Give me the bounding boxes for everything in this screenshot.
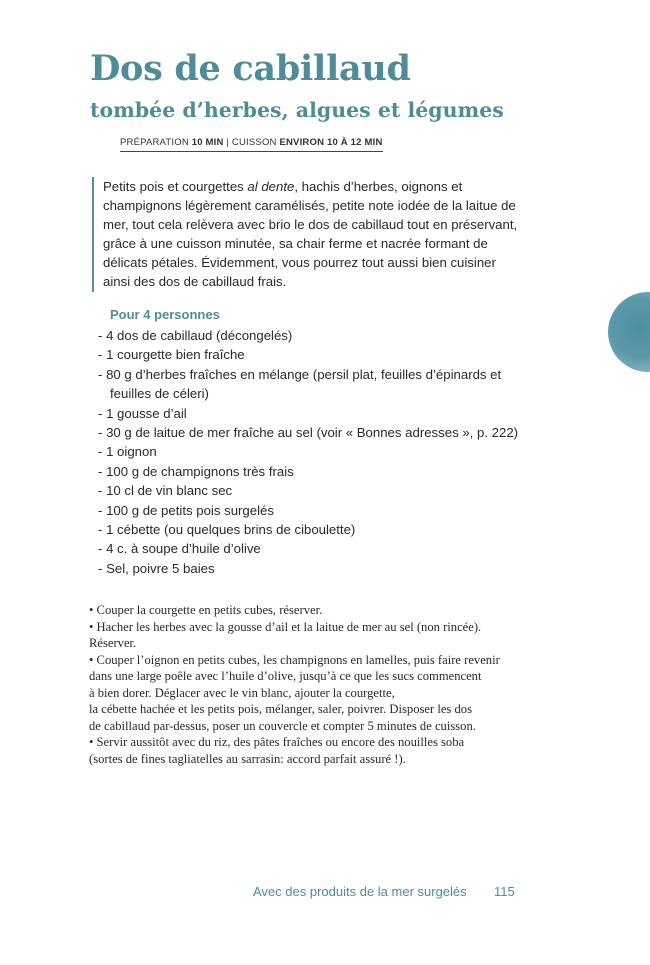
intro-line: mer, tout cela relèvera avec brio le dos de cabillaud tout en préservant, (103, 217, 518, 233)
step-line: • Couper la courgette en petits cubes, réserver. (89, 603, 323, 617)
recipe-title: Dos de cabillaud (90, 48, 411, 89)
preparation-steps (89, 602, 569, 767)
step-line: • Servir aussitôt avec du riz, des pâtes fraîches ou encore des nouilles soba (89, 735, 465, 749)
cook-value: ENVIRON 10 À 12 MIN (279, 137, 383, 148)
ingredient-item: - 80 g d’herbes fraîches en mélange (persil plat, feuilles d’épinards et feuilles de céleri) (98, 365, 540, 404)
cook-label: CUISSON (231, 137, 277, 148)
step-line: (sortes de fines tagliatelles au sarrasin: accord parfait assuré !). (89, 751, 406, 766)
step-line: dans une large poêle avec l’huile d’olive, jusqu’à ce que les sucs commencent (89, 669, 482, 683)
intro-line: ainsi des dos de cabillaud frais. (103, 274, 287, 290)
ingredient-item: - 1 gousse d’ail (98, 404, 540, 423)
prep-value: 10 MIN (191, 137, 224, 148)
servings-heading: Pour 4 personnes (110, 307, 220, 322)
step-line: • Couper l’oignon en petits cubes, les champignons en lamelles, puis faire revenir (89, 652, 500, 667)
step-line: la cébette hachée et les petits pois, mélanger, saler, poivrer. Disposer les dos (89, 702, 472, 716)
intro-paragraph (92, 177, 573, 292)
prep-label: PRÉPARATION (120, 137, 189, 148)
ingredient-item: - 1 courgette bien fraîche (98, 345, 540, 364)
intro-line: champignons légèrement caramélisés, petite note iodée de la laitue de (103, 198, 516, 214)
step-line: Réserver. (89, 636, 137, 650)
ingredient-item: - 1 cébette (ou quelques brins de ciboulette) (98, 520, 540, 539)
chapter-tab-marker (608, 292, 650, 372)
step-line: de cabillaud par-dessus, poser un couvercle et compter 5 minutes de cuisson. (89, 718, 476, 733)
intro-line: Petits pois et courgettes al dente, hachis d’herbes, oignons et (103, 179, 463, 194)
ingredient-item: - 30 g de laitue de mer fraîche au sel (voir « Bonnes adresses », p. 222) (98, 423, 540, 442)
step-line: • Hacher les herbes avec la gousse d’ail et la laitue de mer au sel (non rincée). (89, 619, 482, 634)
ingredient-item: - Sel, poivre 5 baies (98, 559, 540, 578)
page-number: 115 (494, 884, 515, 899)
ingredient-list (98, 326, 540, 578)
ingredient-item: - 100 g de champignons très frais (98, 462, 540, 481)
footer-section-title: Avec des produits de la mer surgelés (253, 884, 467, 899)
step-line: à bien dorer. Déglacer avec le vin blanc, ajouter la courgette, (89, 685, 395, 700)
intro-line: grâce à une cuisson minutée, sa chair ferme et nacrée formant de (103, 236, 488, 252)
intro-line: délicats pétales. Évidemment, vous pourrez tout aussi bien cuisiner (103, 255, 496, 271)
timing-info (120, 137, 383, 152)
ingredient-item: - 4 dos de cabillaud (décongelés) (98, 326, 540, 345)
ingredient-item: - 100 g de petits pois surgelés (98, 501, 540, 520)
ingredient-item: - 4 c. à soupe d’huile d’olive (98, 539, 540, 558)
recipe-subtitle: tombée d’herbes, algues et légumes (90, 98, 504, 122)
meta-separator: | (226, 137, 230, 148)
ingredient-item: - 1 oignon (98, 442, 540, 461)
ingredient-item: - 10 cl de vin blanc sec (98, 481, 540, 500)
